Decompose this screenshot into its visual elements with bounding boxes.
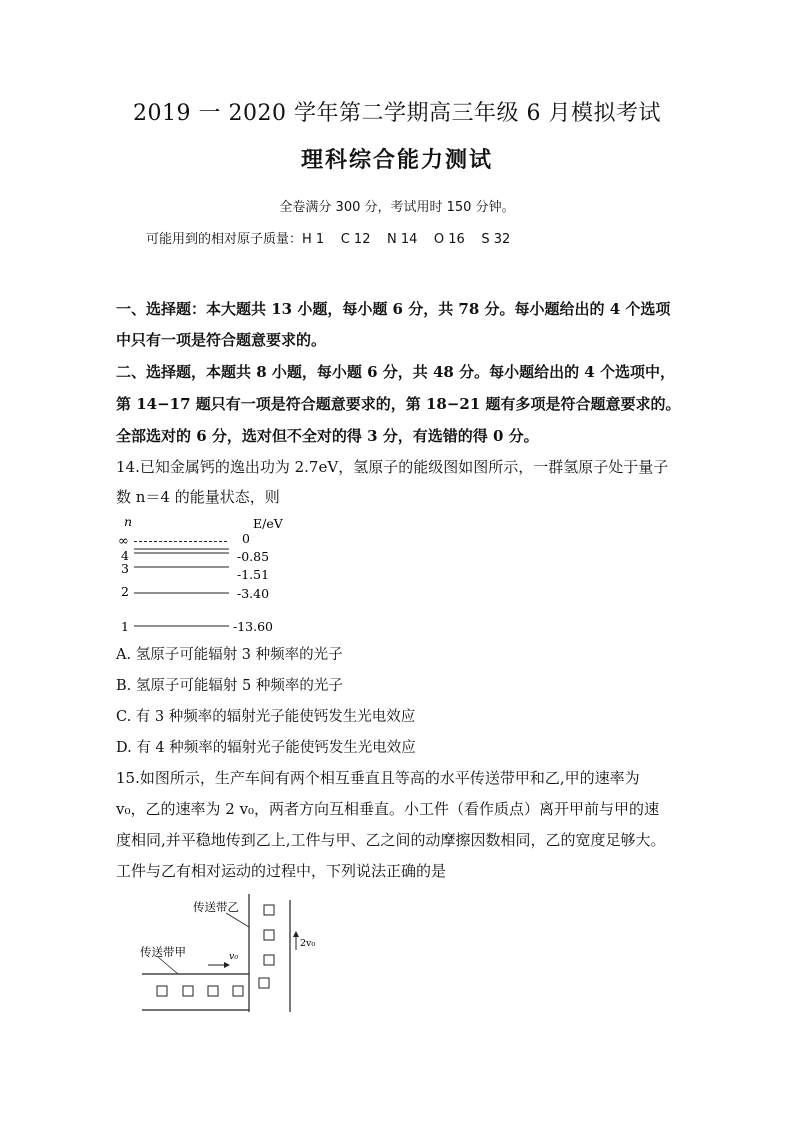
- workpiece-a3: [208, 986, 218, 996]
- belt-b-leader: [226, 913, 249, 927]
- section2-line3: 全部选对的 6 分，选对但不全对的得 3 分，有选错的得 0 分。: [116, 427, 539, 445]
- section2-line1: 二、选择题，本题共 8 小题，每小题 6 分，共 48 分。每小题给出的 4 个选项中，: [116, 363, 675, 381]
- q14-line2: 数 n＝4 的能量状态，则: [116, 488, 280, 506]
- level-e-3: -1.51: [237, 567, 270, 582]
- score-note: 全卷满分 300 分，考试用时 150 分钟。: [279, 200, 515, 215]
- level-e-1: -13.60: [233, 619, 274, 634]
- q14-option-c: C. 有 3 种频率的辐射光子能使钙发生光电效应: [116, 709, 416, 725]
- q15-line1: 15.如图所示，生产车间有两个相互垂直且等高的水平传送带甲和乙,甲的速率为: [116, 769, 640, 787]
- workpiece-b3: [264, 955, 274, 965]
- workpiece-a1: [157, 986, 167, 996]
- q14-line1: 14.已知金属钙的逸出功为 2.7eV，氢原子的能级图如图所示，一群氢原子处于量子: [116, 458, 669, 476]
- level-n-3: 3: [121, 561, 129, 576]
- q15-line4: 工件与乙有相对运动的过程中，下列说法正确的是: [116, 862, 447, 880]
- exam-title: 2019 一 2020 学年第二学期高三年级 6 月模拟考试: [133, 101, 661, 126]
- level-e-4: -0.85: [237, 549, 270, 564]
- level-n-inf: ∞: [118, 534, 129, 549]
- n-axis-label: n: [124, 514, 133, 529]
- q15-line2: v₀，乙的速率为 2 v₀，两者方向互相垂直。小工件（看作质点）离开甲前与甲的速: [116, 800, 660, 818]
- q15-line3: 度相同,并平稳地传到乙上,工件与甲、乙之间的动摩擦因数相同，乙的宽度足够大。: [116, 831, 666, 849]
- energy-level-diagram: [112, 512, 312, 638]
- workpiece-b4: [259, 978, 269, 988]
- v2-arrow-head: [293, 931, 299, 937]
- section1-line1: 一、选择题：本大题共 13 小题，每小题 6 分，共 78 分。每小题给出的 4 个选项: [116, 300, 671, 318]
- level-n-2: 2: [121, 584, 129, 599]
- section1-line2: 中只有一项是符合题意要求的。: [116, 331, 327, 349]
- workpiece-b1: [264, 905, 274, 915]
- belt-a-label: 传送带甲: [140, 945, 186, 959]
- q14-option-b: B. 氢原子可能辐射 5 种频率的光子: [116, 678, 343, 694]
- conveyor-diagram: [136, 894, 336, 1016]
- level-e-2: -3.40: [237, 586, 270, 601]
- energy-level-svg: [112, 512, 312, 638]
- q14-option-a: A. 氢原子可能辐射 3 种频率的光子: [116, 647, 343, 663]
- level-n-1: 1: [121, 619, 129, 634]
- belt-b-label: 传送带乙: [193, 900, 239, 914]
- v0-label: v₀: [229, 951, 239, 962]
- belt-a-leader: [158, 957, 178, 974]
- exam-subtitle: 理科综合能力测试: [300, 147, 493, 173]
- atomic-mass-note: 可能用到的相对原子质量：H 1 C 12 N 14 O 16 S 32: [146, 232, 511, 247]
- q14-option-d: D. 有 4 种频率的辐射光子能使钙发生光电效应: [116, 740, 416, 756]
- v2-label: 2v₀: [300, 938, 316, 949]
- e-axis-label: E/eV: [253, 516, 283, 531]
- workpiece-a4: [233, 986, 243, 996]
- workpiece-a2: [183, 986, 193, 996]
- level-n-4: 4: [121, 548, 129, 563]
- level-e-inf: 0: [242, 531, 250, 546]
- conveyor-svg: [136, 894, 336, 1016]
- workpiece-b2: [264, 930, 274, 940]
- v0-arrow-head: [224, 962, 230, 968]
- section2-line2: 第 14−17 题只有一项是符合题意要求的，第 18−21 题有多项是符合题意要求的。: [116, 395, 681, 413]
